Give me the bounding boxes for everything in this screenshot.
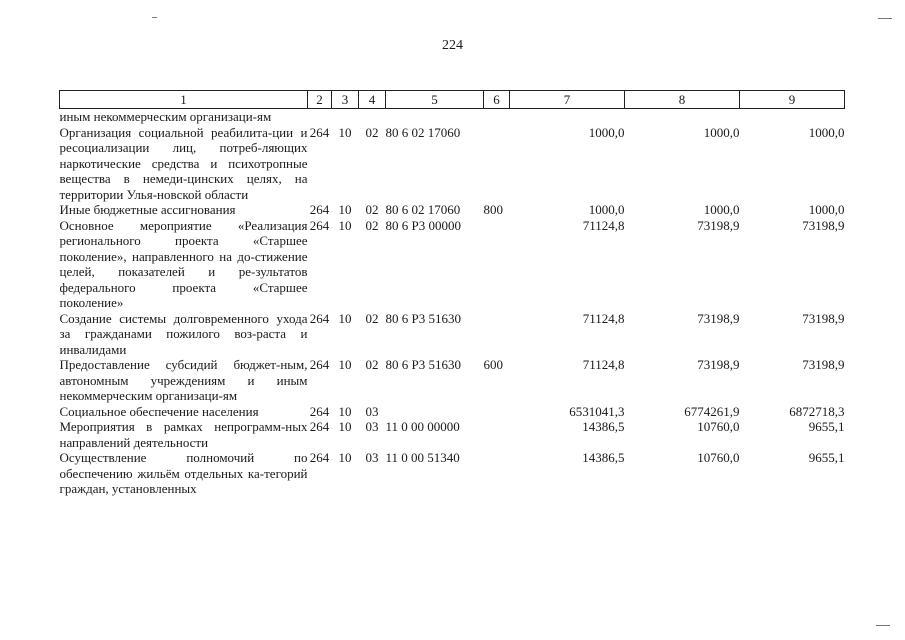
cell-section: 10 [338, 202, 352, 217]
cell-subsection: 02 [365, 217, 379, 233]
table-row [60, 218, 845, 311]
cell-section [332, 109, 359, 125]
cell-target-article: 11 0 00 51340 [385, 450, 460, 465]
cell-section: 10 [338, 217, 352, 233]
cell-value-col7: 14386,5 [582, 419, 625, 434]
cell-ministry-code: 264 [309, 403, 330, 419]
cell-section: 10 [338, 124, 352, 140]
cell-value-col8 [625, 109, 740, 125]
cell-section: 10 [338, 357, 352, 372]
column-header: 9 [740, 91, 845, 109]
cell-value-col7: 14386,5 [582, 450, 625, 465]
table-row [60, 202, 845, 218]
cell-target-article: 80 6 P3 51630 [385, 357, 461, 372]
cell-target-article: 80 6 02 17060 [385, 124, 461, 140]
cell-value-col7: 6531041,3 [569, 403, 625, 419]
cell-subsection: 03 [365, 419, 379, 434]
cell-target-article: 11 0 00 00000 [385, 419, 460, 434]
column-header: 1 [60, 91, 308, 109]
column-header: 6 [484, 91, 510, 109]
scan-speck [878, 18, 892, 19]
column-header: 2 [308, 91, 332, 109]
table-row [60, 404, 845, 420]
cell-ministry-code [308, 109, 332, 125]
cell-subsection: 02 [365, 310, 379, 326]
cell-value-col8: 1000,0 [703, 202, 740, 217]
cell-expense-type [484, 419, 510, 450]
row-name: Социальное обеспечение населения [59, 403, 259, 419]
cell-value-col9: 9655,1 [808, 419, 845, 434]
cell-value-col8: 1000,0 [703, 124, 740, 140]
budget-table [59, 90, 845, 497]
cell-expense-type [484, 311, 510, 358]
cell-subsection: 02 [365, 124, 379, 140]
row-name: иным некоммерческим организаци-ям [59, 109, 272, 124]
cell-expense-type [484, 125, 510, 203]
table-row [60, 357, 845, 404]
cell-value-col9 [740, 109, 845, 125]
cell-value-col8: 10760,0 [697, 419, 740, 434]
cell-value-col8: 6774261,9 [684, 403, 740, 419]
cell-subsection: 03 [365, 450, 379, 465]
cell-value-col8: 73198,9 [697, 217, 740, 233]
cell-value-col9: 73198,9 [802, 357, 845, 372]
table-row [60, 311, 845, 358]
cell-value-col7: 1000,0 [588, 124, 625, 140]
cell-target-article [386, 109, 484, 125]
cell-value-col9: 9655,1 [808, 450, 845, 465]
scan-speck [152, 17, 157, 18]
cell-target-article: 80 6 P3 51630 [385, 310, 461, 326]
cell-ministry-code: 264 [309, 357, 330, 372]
cell-value-col8: 73198,9 [697, 310, 740, 326]
cell-value-col9: 73198,9 [802, 217, 845, 233]
table-row [60, 419, 845, 450]
column-header: 8 [625, 91, 740, 109]
cell-value-col7 [510, 109, 625, 125]
cell-value-col9: 1000,0 [808, 202, 845, 217]
cell-ministry-code: 264 [309, 202, 330, 217]
cell-value-col8: 10760,0 [697, 450, 740, 465]
cell-ministry-code: 264 [309, 419, 330, 434]
column-header: 4 [359, 91, 386, 109]
table-row [60, 109, 845, 125]
column-number-header [60, 91, 845, 109]
row-name: Мероприятия в рамках непрограмм-ных направлений деятельности [59, 419, 308, 450]
cell-expense-type [484, 404, 510, 420]
cell-section: 10 [338, 403, 352, 419]
cell-value-col9: 73198,9 [802, 310, 845, 326]
row-name: Осуществление полномочий по обеспечению жильём отдельных ка-тегорий граждан, установленных [59, 450, 308, 496]
cell-ministry-code: 264 [309, 124, 330, 140]
cell-value-col8: 73198,9 [697, 357, 740, 372]
cell-value-col7: 71124,8 [582, 217, 625, 233]
cell-section: 10 [338, 419, 352, 434]
cell-ministry-code: 264 [309, 217, 330, 233]
cell-target-article [386, 404, 484, 420]
row-name: Создание системы долговременного ухода за гражданами пожилого воз-раста и инвалидами [59, 310, 308, 357]
row-name: Иные бюджетные ассигнования [59, 202, 236, 217]
cell-value-col9: 1000,0 [808, 124, 845, 140]
column-header: 3 [332, 91, 359, 109]
cell-section: 10 [338, 450, 352, 465]
cell-subsection: 02 [365, 202, 379, 217]
column-header: 7 [510, 91, 625, 109]
cell-subsection [359, 109, 386, 125]
row-name: Основное мероприятие «Реализация регионального проекта «Старшее поколение», направленного на до-стижение целей, показателей и ре-зультатов федерального проекта «Старшее поколение» [59, 217, 308, 310]
cell-value-col7: 71124,8 [582, 357, 625, 372]
cell-expense-type [484, 218, 510, 311]
cell-expense-type [484, 109, 510, 125]
column-header: 5 [386, 91, 484, 109]
row-name: Предоставление субсидий бюджет-ным, автономным учреждениям и иным некоммерческим организаци-ям [59, 357, 308, 403]
cell-value-col9: 6872718,3 [789, 403, 845, 419]
table-row [60, 125, 845, 203]
cell-ministry-code: 264 [309, 310, 330, 326]
cell-expense-type [484, 450, 510, 497]
cell-subsection: 03 [365, 403, 379, 419]
cell-target-article: 80 6 P3 00000 [385, 217, 461, 233]
cell-section: 10 [338, 310, 352, 326]
page-number: 224 [442, 38, 463, 53]
cell-ministry-code: 264 [309, 450, 330, 465]
cell-value-col7: 71124,8 [582, 310, 625, 326]
scan-speck [876, 625, 890, 626]
cell-expense-type: 800 [483, 202, 503, 217]
cell-value-col7: 1000,0 [588, 202, 625, 217]
cell-target-article: 80 6 02 17060 [385, 202, 461, 217]
cell-subsection: 02 [365, 357, 379, 372]
table-row [60, 450, 845, 497]
row-name: Организация социальной реабилита-ции и ресоциализации лиц, потреб-ляющих наркотические средства и психотропные вещества в немеди-цинских целях, на территории Улья-новской области [59, 124, 308, 202]
cell-expense-type: 600 [483, 357, 503, 372]
